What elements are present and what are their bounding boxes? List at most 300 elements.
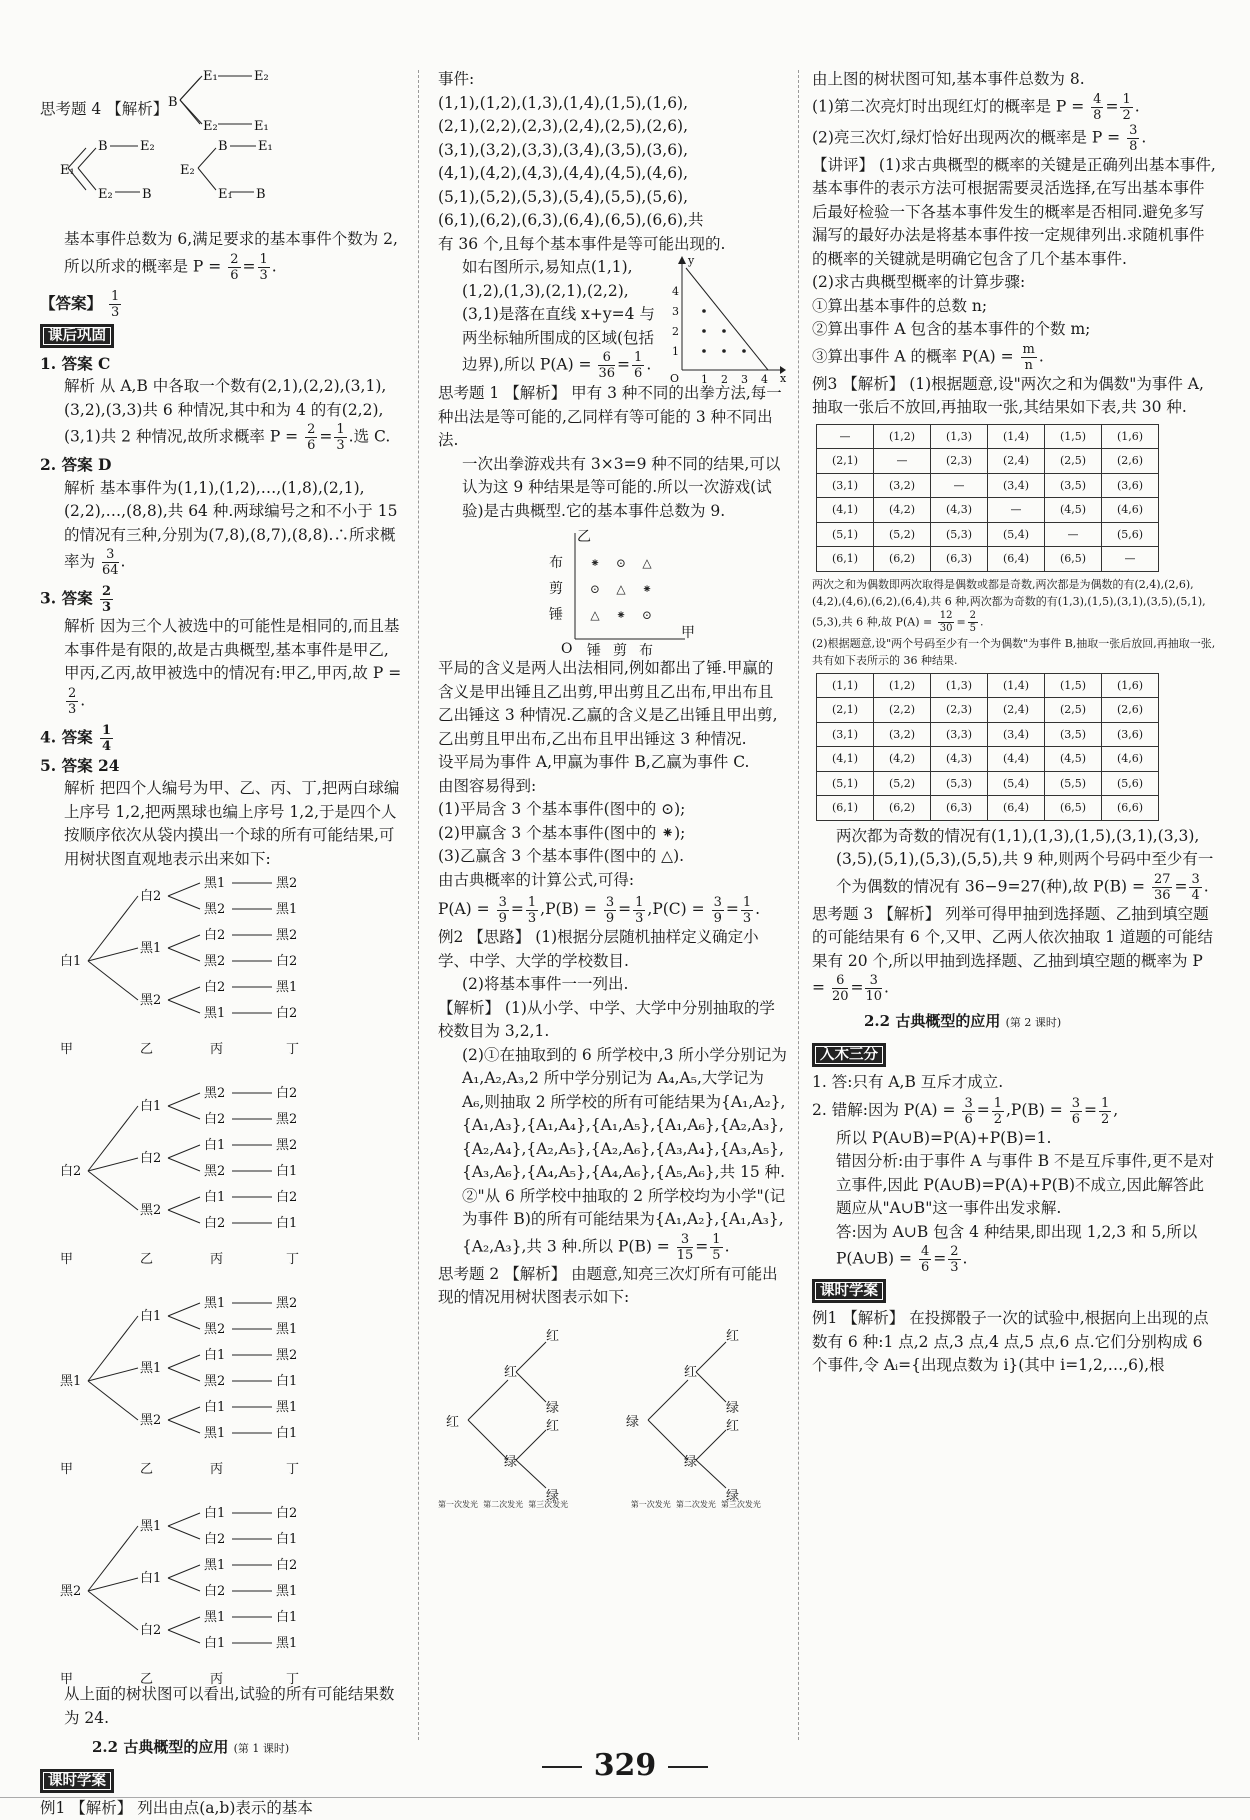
region-graph: [668, 252, 788, 382]
table-cell: (2,5): [1045, 449, 1102, 474]
table-cell: (6,5): [1045, 547, 1102, 572]
tree-node: 黑1: [204, 1296, 225, 1311]
pairs-row: (1,1),(1,2),(1,3),(1,4),(1,5),(1,6),: [438, 92, 788, 116]
grid-mark: ⊙: [590, 582, 600, 596]
col2-text: 由图容易得到:: [438, 775, 788, 799]
axis-label: 剪: [613, 643, 627, 659]
table-cell: —: [1102, 547, 1159, 572]
table-cell: (3,4): [988, 722, 1045, 747]
tree-edge: [88, 1368, 138, 1381]
axis-label: O: [670, 372, 679, 385]
tree-edge: [168, 987, 200, 1000]
step-text: ③算出事件 A 的概率 P(A) = $\frac{m}{n}$ .: [812, 342, 1216, 373]
tree-edge: [168, 1158, 200, 1171]
axis-label: 乙: [577, 529, 591, 545]
q2-analysis: 解析 基本事件为(1,1),(1,2),…,(1,8),(2,1),(2,2),…,(8,8),共 64 种.两球编号之和不小于 15 的情况有三种,分别为(7,8),(8,7),(8,8).∴所求概率为 $\frac{3}{64}$ .: [40, 477, 402, 579]
tree-edge: [168, 1368, 200, 1381]
tree-node: E₁: [254, 119, 269, 134]
table-cell: (4,1): [817, 498, 874, 523]
table-row: [817, 698, 1159, 723]
example3-small-text: 两次之和为偶数即两次取得是偶数或都是奇数,两次都是为偶数的有(2,4),(2,6),(4,2),(4,6),(6,2),(6,4),共 6 种,两次都为奇数的有(1,3),(1,5),(3,1),(3,5),(5,1),(5,3),共 6 种,故 P(A) = $\frac{12}{30}$ = $\frac{2}{5}$ .: [812, 576, 1216, 635]
table-cell: (4,5): [1045, 747, 1102, 772]
tree-root: 白2: [60, 1164, 81, 1179]
tree-node: 白1: [276, 1216, 297, 1231]
table-cell: (4,6): [1102, 747, 1159, 772]
table-cell: (6,2): [874, 796, 931, 821]
tree-node: 黑2: [204, 1374, 225, 1389]
tree-node: 白1: [204, 1506, 225, 1521]
section-badge: 课后巩固: [40, 324, 114, 348]
axis-label: 锤: [549, 607, 563, 623]
light-node: 红: [684, 1365, 697, 1380]
table-cell: (3,2): [874, 722, 931, 747]
tree-node: 白1: [140, 1571, 161, 1586]
tree-node: 黑2: [204, 1164, 225, 1179]
fraction: $\frac{2}{3}$: [66, 686, 78, 717]
light-node: 绿: [546, 1401, 559, 1416]
table-row: [817, 522, 1159, 547]
table-cell: (1,6): [1102, 424, 1159, 449]
tree-edge: [168, 1106, 200, 1119]
fraction: $\frac{4}{6}$: [919, 1244, 931, 1275]
table-cell: (2,1): [817, 698, 874, 723]
graph-point: [742, 349, 746, 353]
table-cell: (2,3): [931, 698, 988, 723]
table-row: [817, 473, 1159, 498]
table-cell: —: [988, 498, 1045, 523]
tree-header: 甲: [60, 1462, 73, 1477]
tree-node: 白1: [140, 1099, 161, 1114]
tree-node: 黑1: [276, 902, 297, 917]
column-2: [438, 68, 788, 1510]
table-row: [817, 796, 1159, 821]
tree-node: 黑1: [204, 1426, 225, 1441]
section-badge: 课时学案: [40, 1769, 114, 1793]
tree-root: 黑1: [60, 1374, 81, 1389]
tree-edge: [168, 1303, 200, 1316]
graph-point: [702, 329, 706, 333]
tree-node: 白2: [204, 980, 225, 995]
col2-text: 由古典概率的计算公式,可得:: [438, 869, 788, 893]
table-cell: (6,5): [1045, 796, 1102, 821]
tree-node: 白1: [276, 1426, 297, 1441]
tree-node: 黑2: [204, 1086, 225, 1101]
fraction: $\frac{2}{3}$: [948, 1244, 960, 1275]
table-cell: (4,3): [931, 747, 988, 772]
grid-mark: △: [616, 582, 626, 596]
table-cell: (4,6): [1102, 498, 1159, 523]
tree-node: 黑1: [204, 1558, 225, 1573]
think4-block: [40, 68, 402, 228]
table-cell: (2,5): [1045, 698, 1102, 723]
table-cell: (2,4): [988, 449, 1045, 474]
table-cell: (2,6): [1102, 449, 1159, 474]
table-cell: (5,5): [1045, 771, 1102, 796]
example2-text: (2)将基本事件一一列出.: [438, 973, 788, 997]
column-1: [40, 68, 402, 1820]
table-cell: (1,6): [1102, 673, 1159, 698]
tree-root: 黑2: [60, 1584, 81, 1599]
table-cell: (2,3): [931, 449, 988, 474]
grid-mark: ⊙: [642, 608, 652, 622]
graph-block: [438, 256, 788, 382]
answer-text: 2. 错解:因为 P(A) = $\frac{3}{6}$ = $\frac{1}{2}$ ,P(B) = $\frac{3}{6}$ = $\frac{1}{2}$ ,: [812, 1094, 1216, 1127]
think4-label: 思考题 4 【解析】: [40, 98, 168, 122]
tree-node: E₂: [254, 69, 269, 84]
tree-node: 白2: [140, 1623, 161, 1638]
axis-label: x: [780, 372, 787, 385]
axis-label: 剪: [549, 581, 563, 597]
tree-node: 白2: [276, 1086, 297, 1101]
think3-text: 思考题 3 【解析】 列举可得甲抽到选择题、乙抽到填空题的可能结果有 6 个,又甲、乙两人依次抽取 1 道题的可能结果有 20 个,所以甲抽到选择题、乙抽到填空题的概率为 P = $\frac{6}{20}$ = $\frac{3}{10}$ .: [812, 903, 1216, 1005]
tree-edge: [168, 1000, 200, 1013]
tree-node: 黑1: [276, 1322, 297, 1337]
col2-text: 有 36 个,且每个基本事件是等可能出现的.: [438, 233, 788, 257]
tree-node: 黑2: [204, 902, 225, 917]
light-node: 红: [726, 1329, 739, 1344]
tree-edge: [168, 896, 200, 909]
table-cell: (5,3): [931, 771, 988, 796]
tree-node: 白2: [276, 954, 297, 969]
light-node: 红: [546, 1329, 559, 1344]
table-cell: (5,2): [874, 522, 931, 547]
comment-text: (2)求古典概型概率的计算步骤:: [812, 271, 1216, 295]
tree-header: 乙: [140, 1252, 153, 1267]
table-cell: (6,4): [988, 796, 1045, 821]
page-number: 329: [0, 1748, 1250, 1783]
tick-label: 3: [741, 373, 748, 386]
table-cell: (6,1): [817, 547, 874, 572]
table-cell: (1,3): [931, 424, 988, 449]
tree-header: 丁: [286, 1462, 299, 1477]
tree-node: E₁: [203, 69, 218, 84]
column-divider: [798, 70, 799, 1740]
example2-text: ②"从 6 所学校中抽取的 2 所学校均为小学"(记为事件 B)的所有可能结果为{A₁,A₂},{A₁,A₃},{A₂,A₃},共 3 种.所以 P(B) = $\frac{3}{15}$ = $\frac{1}{5}$ .: [438, 1185, 788, 1263]
tree-node: 黑1: [140, 1361, 161, 1376]
section-title: 2.2 古典概型的应用 (第 1 课时): [92, 1736, 402, 1761]
table-row: [817, 747, 1159, 772]
think4-tree-2: [40, 68, 410, 228]
tree-node: 黑1: [204, 1006, 225, 1021]
tree-edge: [88, 948, 138, 961]
tree-node: 白2: [204, 1584, 225, 1599]
fraction: $\frac{3}{8}$: [1127, 123, 1139, 154]
tick-label: 1: [701, 373, 708, 386]
fraction: $\frac{1}{5}$: [710, 1232, 722, 1263]
tree-node: E₂: [98, 187, 113, 202]
fraction: $\frac{3}{6}$: [1070, 1096, 1082, 1127]
step-text: ①算出基本事件的总数 n;: [812, 295, 1216, 319]
fraction: $\frac{3}{6}$: [962, 1096, 974, 1127]
tree-edge: [88, 1316, 138, 1381]
tree-node: 黑2: [204, 1322, 225, 1337]
fraction: $\frac{m}{n}$: [1021, 342, 1037, 373]
table-cell: (5,4): [988, 771, 1045, 796]
tree-node: 黑2: [140, 1413, 161, 1428]
fraction: $\frac{1}{3}$: [741, 895, 753, 926]
tree-header: 丙: [210, 1252, 223, 1267]
table-cell: (1,5): [1045, 424, 1102, 449]
tree-edge: [168, 948, 200, 961]
axis-label: 甲: [681, 625, 695, 641]
tree-node: 白1: [204, 1138, 225, 1153]
table-cell: (3,6): [1102, 473, 1159, 498]
tree-node: 白2: [276, 1006, 297, 1021]
tree-node: 白1: [204, 1636, 225, 1651]
tree-edge: [88, 1578, 138, 1591]
q5-analysis: 解析 把四个人编号为甲、乙、丙、丁,把两白球编上序号 1,2,把两黑球也编上序号 1,2,于是四个人按顺序依次从袋内摸出一个球的所有可能结果,可用树状图直观地表示出来如下:: [40, 777, 402, 871]
tree-node: 黑2: [140, 993, 161, 1008]
tree-node: B: [256, 187, 266, 202]
light-node: 绿: [684, 1455, 697, 1470]
fraction: $\frac{2}{6}$: [228, 252, 240, 283]
col3-text: (1)第二次亮灯时出现红灯的概率是 P = $\frac{4}{8}$ = $\frac{1}{2}$ .: [812, 92, 1216, 123]
tree-node: 黑2: [276, 876, 297, 891]
tree-header: 甲: [60, 1042, 73, 1057]
tree-header: 乙: [140, 1462, 153, 1477]
table-cell: (5,3): [931, 522, 988, 547]
col2-text: (3)乙赢含 3 个基本事件(图中的 △).: [438, 845, 788, 869]
table-cell: (1,4): [988, 673, 1045, 698]
tree-node: E₁: [258, 139, 273, 154]
fraction: $\frac{3}{9}$: [712, 895, 724, 926]
tree-edge: [168, 1630, 200, 1643]
tree-edge: [168, 1617, 200, 1630]
table-row: [817, 449, 1159, 474]
tree-node: 白2: [140, 1151, 161, 1166]
tree-edge: [168, 1355, 200, 1368]
tree-edge: [168, 1526, 200, 1539]
light-node: 绿: [726, 1401, 739, 1416]
axis-label: y: [687, 254, 695, 267]
answer-text: 1. 答:只有 A,B 互斥才成立.: [812, 1071, 1216, 1095]
section-badge: 课时学案: [812, 1279, 886, 1303]
table-cell: (3,5): [1045, 722, 1102, 747]
example2-thinking: 例2 【思路】 (1)根据分层随机抽样定义确定小学、中学、大学的学校数目.: [438, 926, 788, 973]
tree-node: 黑2: [140, 1203, 161, 1218]
table-cell: (1,1): [817, 673, 874, 698]
fraction: $\frac{3}{4}$: [1189, 872, 1201, 903]
table-cell: (6,2): [874, 547, 931, 572]
tree-node: 黑1: [276, 1636, 297, 1651]
table-cell: (5,1): [817, 522, 874, 547]
fraction: $\frac{27}{36}$: [1152, 872, 1173, 903]
table-cell: (3,1): [817, 473, 874, 498]
four-person-tree-diagram: [60, 871, 390, 1691]
pairs-row: (3,1),(3,2),(3,3),(3,4),(3,5),(3,6),: [438, 139, 788, 163]
with-replacement-table: [816, 673, 1159, 821]
table-cell: (2,2): [874, 698, 931, 723]
tree-node: 白2: [204, 1112, 225, 1127]
tree-node: 白1: [204, 1348, 225, 1363]
col2-text: 平局的含义是两人出法相同,例如都出了锤.甲赢的含义是甲出锤且乙出剪,甲出剪且乙出布,甲出布且乙出锤这 3 种情况.乙赢的含义是乙出锤且甲出剪,乙出剪且甲出布,乙出布且甲出锤这 3 种情况.: [438, 657, 788, 751]
col2-text: (1)平局含 3 个基本事件(图中的 ⊙);: [438, 798, 788, 822]
tree-node: 白1: [140, 1309, 161, 1324]
tree-node: E₂: [203, 119, 218, 134]
fraction: $\frac{3}{15}$: [677, 1232, 694, 1263]
pairs-row: (4,1),(4,2),(4,3),(4,4),(4,5),(4,6),: [438, 162, 788, 186]
grid-mark: ⁕: [616, 608, 626, 622]
tree-node: B: [98, 139, 108, 154]
tree-header: 甲: [60, 1252, 73, 1267]
table-row: [817, 771, 1159, 796]
think2-text: 思考题 2 【解析】 由题意,知亮三次灯所有可能出现的情况用树状图表示如下:: [438, 1263, 788, 1310]
table-row: [817, 722, 1159, 747]
tree-edge: [168, 1210, 200, 1223]
fraction: $\frac{1}{2}$: [1099, 1096, 1111, 1127]
tree-node: 白2: [276, 1506, 297, 1521]
tree-edge: [168, 1197, 200, 1210]
table-cell: (2,6): [1102, 698, 1159, 723]
tree-header: 乙: [140, 1042, 153, 1057]
error-analysis: 错因分析:由于事件 A 与事件 B 不是互斥事件,更不是对立事件,因此 P(A∪B)=P(A)+P(B)不成立,因此解答此题应从"A∪B"这一事件出发求解.: [812, 1150, 1216, 1221]
table-cell: (1,5): [1045, 673, 1102, 698]
think4-text: 基本事件总数为 6,满足要求的基本事件个数为 2,所以所求的概率是 P = $\frac{2}{6}$ = $\frac{1}{3}$ .: [40, 228, 402, 283]
fraction: $\frac{1}{2}$: [1120, 92, 1132, 123]
tick-label: 4: [761, 373, 768, 386]
graph-point: [722, 349, 726, 353]
section-badge: 入木三分: [812, 1043, 886, 1067]
tree-header: 丙: [210, 1672, 223, 1687]
probability-results: P(A) = $\frac{3}{9}$ = $\frac{1}{3}$ ,P(B) = $\frac{3}{9}$ = $\frac{1}{3}$ ,P(C) = $\frac{3}{9}$ = $\frac{1}{3}$ .: [438, 892, 788, 926]
light-node: 红: [446, 1415, 459, 1430]
example1-text: 例1 【解析】 在投掷骰子一次的试验中,根据向上出现的点数有 6 种:1 点,2 点,3 点,4 点,5 点,6 点.它们分别构成 6 个事件,令 Aᵢ={出现点数为 i}(其中 i=1,2,…,6),根: [812, 1307, 1216, 1378]
tree-edge: [88, 896, 138, 961]
fraction: $\frac{6}{20}$: [832, 973, 849, 1004]
col2-text: 设平局为事件 A,甲赢为事件 B,乙赢为事件 C.: [438, 751, 788, 775]
tree-header: 乙: [140, 1672, 153, 1687]
step-text: ②算出事件 A 包含的基本事件的个数 m;: [812, 318, 1216, 342]
tree-node: B: [168, 95, 178, 110]
tree-node: 黑1: [140, 1519, 161, 1534]
pairs-row: (2,1),(2,2),(2,3),(2,4),(2,5),(2,6),: [438, 115, 788, 139]
tree-edge: [168, 1407, 200, 1420]
table-cell: (6,3): [931, 796, 988, 821]
tree-node: 黑2: [276, 1348, 297, 1363]
light-node: 红: [546, 1419, 559, 1434]
tree-node: 白1: [276, 1610, 297, 1625]
table-cell: (3,1): [817, 722, 874, 747]
tree-node: 黑2: [276, 1112, 297, 1127]
tree-conclusion: 从上面的树状图可以看出,试验的所有可能结果数为 24.: [40, 1683, 402, 1730]
q1-analysis: 解析 从 A,B 中各取一个数有(2,1),(2,2),(3,1),(3,2),(3,3)共 6 种情况,其中和为 4 的有(2,2),(3,1)共 2 种情况,故所求概率 P = $\frac{2}{6}$ = $\frac{1}{3}$ .选 C.: [40, 375, 402, 453]
tree-root: 白1: [60, 954, 81, 969]
table-cell: (4,3): [931, 498, 988, 523]
fraction: $\frac{1}{3}$: [526, 895, 538, 926]
fraction: $\frac{1}{2}$: [992, 1096, 1004, 1127]
table-row: [817, 498, 1159, 523]
axis-label: 布: [639, 643, 653, 659]
tree-node: 黑2: [276, 1138, 297, 1153]
graph-point: [702, 309, 706, 313]
light-caption: 第一次发光 第二次发光 第三次发光 第一次发光 第二次发光 第三次发光: [438, 1500, 788, 1510]
think1-text: 思考题 1 【解析】 甲有 3 种不同的出拳方法,每一种出法是等可能的,乙同样有等可能的 3 种不同出法.: [438, 382, 788, 453]
tree-edge: [168, 1565, 200, 1578]
bottom-rule: [0, 1797, 1250, 1798]
example3-small-text: (2)根据题意,设"两个号码至少有一个为偶数"为事件 B,抽取一张后放回,再抽取一张,共有如下表所示的 36 种结果.: [812, 635, 1216, 669]
table-cell: (4,5): [1045, 498, 1102, 523]
graph-point: [702, 349, 706, 353]
table-cell: (5,1): [817, 771, 874, 796]
table-cell: (6,4): [988, 547, 1045, 572]
tree-node: B: [142, 187, 152, 202]
think4-answer: 【答案】 $\frac{1}{3}$: [40, 289, 402, 320]
table-cell: —: [931, 473, 988, 498]
q1-answer: 1. 答案 C: [40, 352, 402, 376]
table-cell: (4,4): [988, 747, 1045, 772]
tree-node: 黑1: [276, 980, 297, 995]
tree-node: 白2: [276, 1558, 297, 1573]
fraction: $\frac{2}{5}$: [968, 610, 978, 635]
q4-answer: 4. 答案 $\frac{1}{4}$: [40, 723, 402, 754]
light-node: 绿: [726, 1489, 739, 1504]
tick-label: 2: [672, 325, 679, 338]
grid-mark: △: [642, 556, 652, 570]
tree-node: 白2: [276, 1190, 297, 1205]
col2-text: 事件:: [438, 68, 788, 92]
table-row: [817, 547, 1159, 572]
tree-header: 丙: [210, 1462, 223, 1477]
tree-node: 白2: [204, 1532, 225, 1547]
light-node: 红: [726, 1419, 739, 1434]
tick-label: 2: [721, 373, 728, 386]
table-cell: —: [874, 449, 931, 474]
tree-node: E₁: [218, 187, 233, 202]
example2-text: (2)①在抽取到的 6 所学校中,3 所小学分别记为 A₁,A₂,A₃,2 所中学分别记为 A₄,A₅,大学记为 A₆,则抽取 2 所学校的所有可能结果为{A₁,A₂},{A₁,A₃},{A₁,A₄},{A₁,A₅},{A₁,A₆},{A₂,A₃},{A₂,A₄},{A₂,A₅},{A₂,A₆},{A₃,A₄},{A₃,A₅},{A₃,A₆},{A₄,A₅},{A₄,A₆},{A₅,A₆},共 15 种.: [438, 1044, 788, 1185]
fraction: $\frac{4}{8}$: [1091, 92, 1103, 123]
tree-edge: [168, 1420, 200, 1433]
section-title: 2.2 古典概型的应用 (第 2 课时): [864, 1010, 1216, 1035]
tick-label: 1: [672, 345, 679, 358]
tree-node: 白1: [276, 1532, 297, 1547]
light-node: 绿: [546, 1489, 559, 1504]
table-cell: (1,2): [874, 673, 931, 698]
tree-header: 丁: [286, 1252, 299, 1267]
table-cell: (6,6): [1102, 796, 1159, 821]
fraction: $\frac{3}{64}$: [102, 547, 119, 578]
tree-node: 黑1: [204, 1610, 225, 1625]
grid-mark: ⊙: [616, 556, 626, 570]
light-tree-diagram: [438, 1310, 788, 1500]
table-cell: (2,4): [988, 698, 1045, 723]
tree-node: E₁: [60, 163, 75, 178]
fraction: $\frac{1}{6}$: [632, 350, 644, 381]
table-cell: (6,1): [817, 796, 874, 821]
tree-header: 丙: [210, 1042, 223, 1057]
table-cell: (3,3): [931, 722, 988, 747]
table-cell: (5,6): [1102, 522, 1159, 547]
fraction: $\frac{12}{30}$: [938, 610, 955, 635]
tree-edge: [168, 1145, 200, 1158]
tree-edge: [168, 1316, 200, 1329]
table-row: [817, 673, 1159, 698]
tree-node: 黑1: [140, 941, 161, 956]
think1-text-2: 一次出拳游戏共有 3×3=9 种不同的结果,可以认为这 9 种结果是等可能的.所以一次游戏(试验)是古典概型.它的基本事件总数为 9.: [438, 453, 788, 524]
tick-label: 4: [672, 285, 679, 298]
col3-text: 由上图的树状图可知,基本事件总数为 8.: [812, 68, 1216, 92]
tree-header: 丁: [286, 1672, 299, 1687]
rock-paper-scissors-grid: [533, 527, 693, 657]
col2-text: (2)甲赢含 3 个基本事件(图中的 ⁕);: [438, 822, 788, 846]
answer-text: 所以 P(A∪B)=P(A)+P(B)=1.: [812, 1127, 1216, 1151]
table-cell: (5,4): [988, 522, 1045, 547]
axis-label: 锤: [587, 643, 601, 659]
tree-node: 黑2: [276, 1296, 297, 1311]
graph-text: 如右图所示,易知点(1,1),(1,2),(1,3),(2,1),(2,2),(3,1)是落在直线 x+y=4 与两坐标轴所围成的区域(包括边界),所以 P(A) = $\frac{6}{36}$ = $\frac{1}{6}$ .: [438, 256, 788, 381]
tree-edge: [88, 1106, 138, 1171]
tree-edge: [88, 1158, 138, 1171]
tree-node: 黑1: [204, 876, 225, 891]
